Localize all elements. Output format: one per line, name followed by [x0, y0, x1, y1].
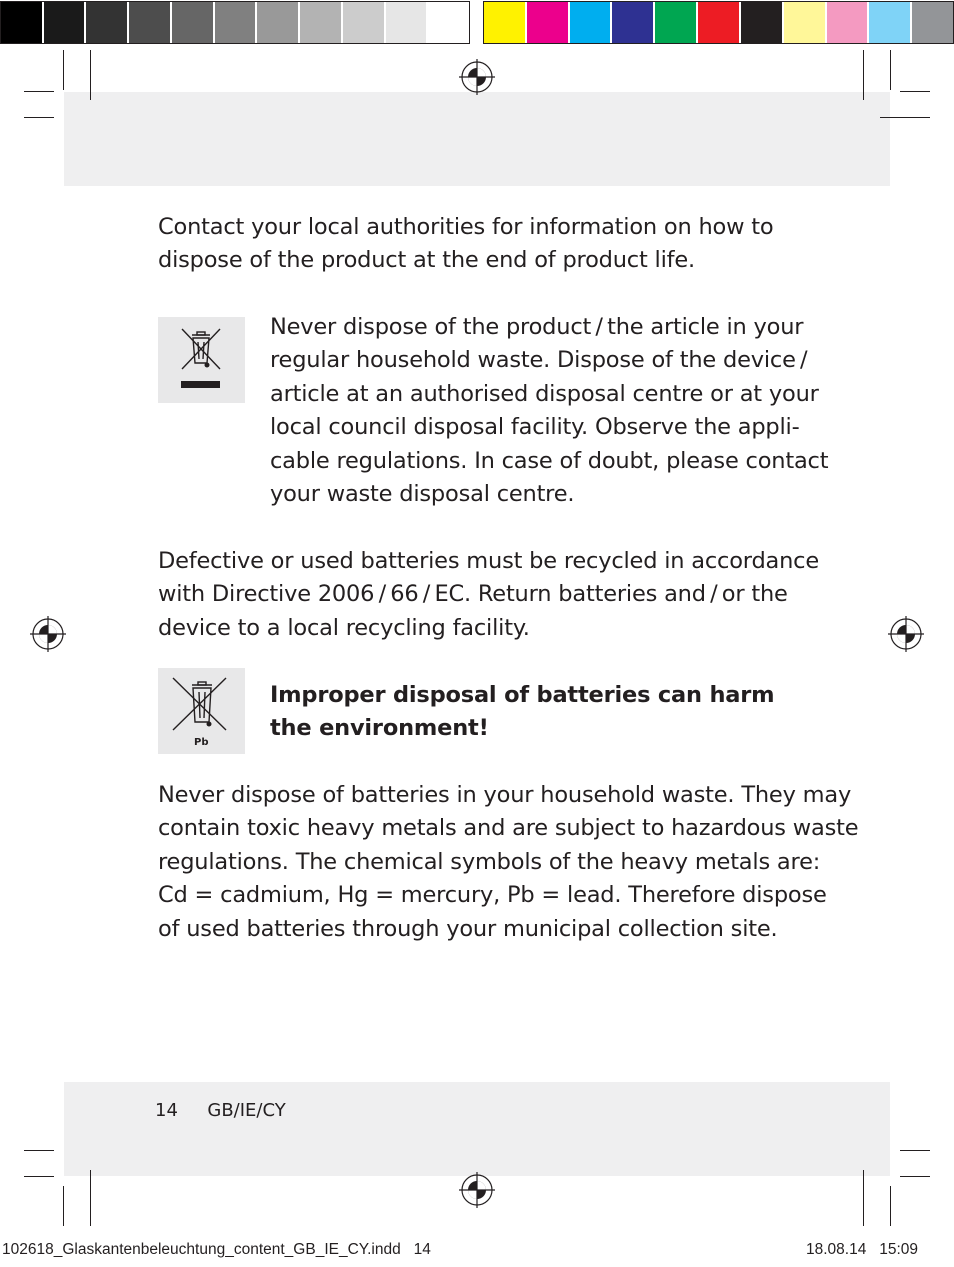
- registration-mark-icon: [459, 1172, 495, 1208]
- color-swatch: [1, 2, 44, 43]
- color-swatch: [827, 2, 870, 43]
- text-line: regular household waste. Dispose of the device /: [270, 347, 808, 374]
- text-line: Contact your local authorities for information on how to: [158, 214, 774, 240]
- color-swatch: [86, 2, 129, 43]
- text-line: your waste disposal centre.: [270, 481, 575, 508]
- slug-datetime: 18.08.14 15:09: [806, 1241, 919, 1258]
- process-color-bar: [483, 1, 954, 44]
- registration-mark-icon: [888, 616, 924, 652]
- crossed-out-bin-pb-icon: [158, 668, 245, 754]
- text-line: Never dispose of the product / the article in your: [270, 314, 804, 340]
- weee-symbol-box: [158, 317, 245, 403]
- text-line: regulations. The chemical symbols of the heavy metals are:: [158, 848, 821, 875]
- page-number: 14: [155, 1100, 178, 1121]
- color-swatch: [912, 2, 953, 43]
- grayscale-color-bar: [0, 1, 470, 44]
- text-line: Improper disposal of batteries can harm: [270, 682, 775, 708]
- text-line: cable regulations. In case of doubt, please contact: [270, 447, 829, 474]
- text-line: local council disposal facility. Observe the appli-: [270, 414, 800, 441]
- text-line: Never dispose of batteries in your household waste. They may: [158, 782, 852, 808]
- registration-mark-icon: [30, 616, 66, 652]
- color-swatch: [655, 2, 698, 43]
- color-swatch: [215, 2, 258, 43]
- color-swatch: [257, 2, 300, 43]
- footer-band: [64, 1082, 890, 1176]
- color-swatch: [343, 2, 386, 43]
- text-line: of used batteries through your municipal collection site.: [158, 915, 778, 942]
- language-codes: GB/IE/CY: [207, 1100, 286, 1121]
- slug-filename: 102618_Glaskantenbeleuchtung_content_GB_IE_CY.indd 14: [2, 1241, 431, 1258]
- color-swatch: [698, 2, 741, 43]
- crossed-out-wheelie-bin-icon: [158, 317, 245, 403]
- header-band: [64, 92, 890, 186]
- color-swatch: [44, 2, 87, 43]
- battery-warning-heading: [270, 679, 810, 746]
- page-footer: [155, 1100, 286, 1121]
- text-line: article at an authorised disposal centre or at your: [270, 380, 819, 407]
- color-swatch: [484, 2, 527, 43]
- color-swatch: [129, 2, 172, 43]
- text-line: the environment!: [270, 715, 489, 742]
- text-line: Defective or used batteries must be recycled in accordance: [158, 548, 819, 574]
- heavy-metals-paragraph: [158, 779, 859, 946]
- color-swatch: [428, 2, 469, 43]
- battery-symbol-box: [158, 668, 245, 754]
- color-swatch: [784, 2, 827, 43]
- text-line: dispose of the product at the end of product life.: [158, 247, 695, 274]
- color-swatch: [172, 2, 215, 43]
- text-line: Cd = cadmium, Hg = mercury, Pb = lead. Therefore dispose: [158, 882, 827, 909]
- color-swatch: [386, 2, 429, 43]
- color-swatch: [527, 2, 570, 43]
- color-swatch: [741, 2, 784, 43]
- text-line: contain toxic heavy metals and are subject to hazardous waste: [158, 815, 859, 842]
- battery-recycling-paragraph: [158, 545, 819, 645]
- household-waste-paragraph: [270, 311, 829, 511]
- text-line: device to a local recycling facility.: [158, 614, 530, 641]
- battery-label: Pb: [194, 737, 209, 748]
- disposal-info-paragraph: [158, 211, 808, 278]
- color-swatch: [570, 2, 613, 43]
- color-swatch: [612, 2, 655, 43]
- text-line: with Directive 2006 / 66 / EC. Return batteries and / or the: [158, 581, 788, 608]
- registration-mark-icon: [459, 59, 495, 95]
- color-swatch: [869, 2, 912, 43]
- color-swatch: [300, 2, 343, 43]
